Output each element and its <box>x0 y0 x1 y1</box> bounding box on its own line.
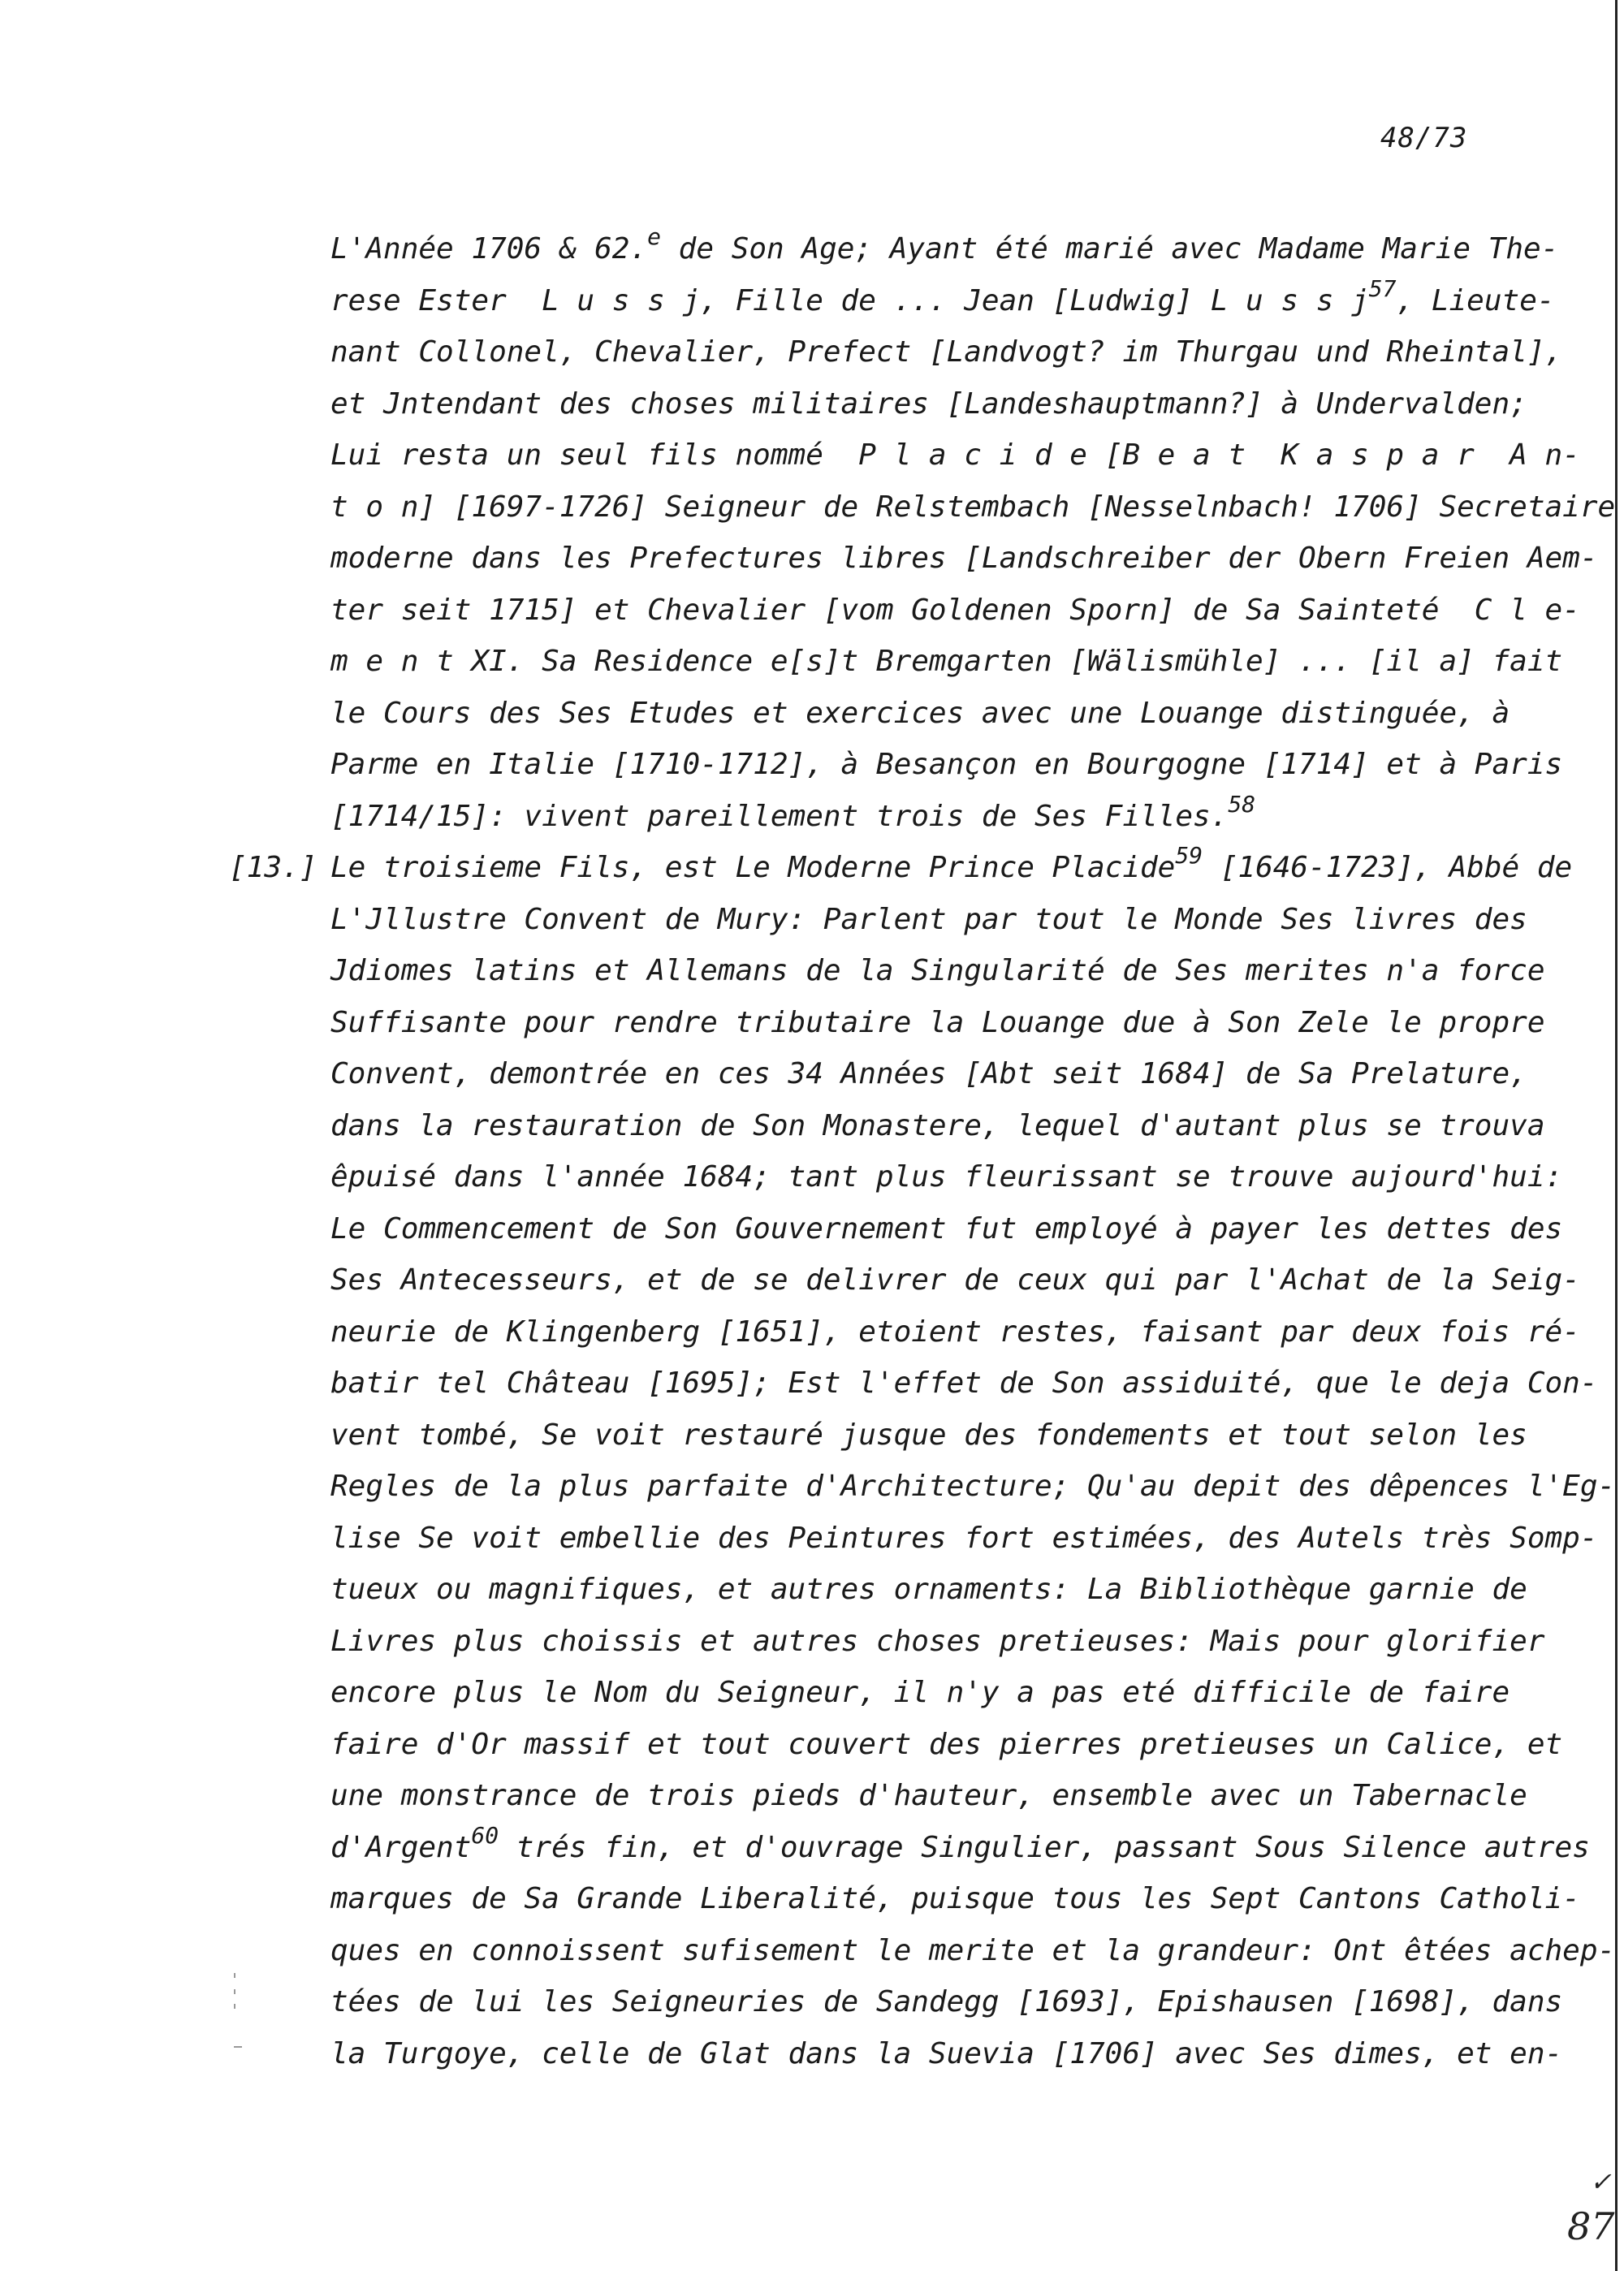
line-text: nant Collonel, Chevalier, Prefect [Landvogt? im Thurgau und Rheintal], <box>330 335 1563 369</box>
line-text: Convent, demontrée en ces 34 Années [Abt seit 1684] de Sa Prelature, <box>330 1057 1527 1090</box>
text-line <box>330 1821 1590 1874</box>
text-line <box>330 1461 1616 1513</box>
line-text: d'Argent <box>330 1830 472 1864</box>
text-line <box>330 1100 1545 1152</box>
line-text: vent tombé, Se voit restauré jusque des fondements et tout selon les <box>330 1418 1527 1452</box>
text-line <box>330 430 1580 481</box>
body-text <box>229 223 1616 2079</box>
line-text: et Jntendant des choses militaires [Landeshauptmann?] à Undervalden; <box>330 386 1527 421</box>
line-text: Le troisieme Fils, est Le Moderne Prince Placide <box>330 851 1176 884</box>
footnote-marker: 59 <box>1175 842 1203 869</box>
line-text: Jdiomes latins et Allemans de la Singularité de Ses merites n'a force <box>330 954 1545 987</box>
text-line <box>330 1203 1563 1255</box>
line-text-continued: [1646-1723], Abbé de <box>1203 851 1573 884</box>
line-text: ques en connoissent sufisement le merite et la grandeur: Ont êtées achep- <box>330 1933 1616 1967</box>
text-line <box>330 1048 1532 1100</box>
text-line <box>330 1719 1563 1771</box>
line-text: rese Ester L u s s j, Fille de ... Jean [Ludwig] L u s s j <box>330 283 1369 317</box>
text-line <box>330 739 1563 791</box>
line-text: le Cours des Ses Etudes et exercices avec une Louange distinguée, à <box>330 696 1510 730</box>
footnote-marker: e <box>647 223 661 250</box>
text-line <box>330 791 1532 843</box>
text-line <box>229 842 1573 894</box>
text-line <box>330 1564 1532 1616</box>
text-line <box>330 945 1545 997</box>
paragraph-number: [13.] <box>229 851 317 884</box>
text-line <box>330 274 1555 327</box>
line-text: êpuisé dans l'année 1684; tant plus fleurissant se trouve aujourd'hui: <box>330 1160 1563 1194</box>
text-line <box>330 1513 1598 1565</box>
page-number: 48/73 <box>1380 122 1468 154</box>
text-line <box>330 1306 1580 1358</box>
line-text: tueux ou magnifiques, et autres ornaments: La Bibliothèque garnie de <box>330 1573 1527 1606</box>
text-line <box>330 533 1598 585</box>
line-text-continued: trés fin, et d'ouvrage Singulier, passant Sous Silence autres <box>499 1830 1590 1864</box>
footnote-marker: 57 <box>1368 274 1397 302</box>
page-edge-line <box>1615 0 1618 2271</box>
line-text: neurie de Klingenberg [1651], etoient restes, faisant par deux fois ré- <box>330 1315 1580 1349</box>
text-line <box>330 1616 1545 1668</box>
line-text: dans la restauration de Son Monastere, lequel d'autant plus se trouva <box>330 1108 1545 1142</box>
text-line <box>330 1873 1580 1925</box>
line-text: la Turgoye, celle de Glat dans la Suevia [1706] avec Ses dimes, et en- <box>330 2036 1563 2070</box>
line-text: [1714/15]: vivent pareillement trois de Ses Filles. <box>330 799 1229 833</box>
text-line <box>330 1976 1563 2028</box>
handwritten-check: ✓ <box>1590 2166 1612 2197</box>
line-text: m e n t XI. Sa Residence e[s]t Bremgarten [Wälismühle] ... [il a] fait <box>330 645 1563 678</box>
line-text: Le Commencement de Son Gouvernement fut employé à payer les dettes des <box>330 1211 1563 1246</box>
line-text: lise Se voit embellie des Peintures fort estimées, des Autels très Somp- <box>330 1521 1598 1555</box>
text-line <box>330 326 1563 378</box>
line-text: L'Année 1706 & 62. <box>330 232 648 266</box>
line-text: tées de lui les Seigneuries de Sandegg [1693], Epishausen [1698], dans <box>330 1985 1563 2018</box>
line-text-continued: , Lieute- <box>1396 283 1555 317</box>
line-text: moderne dans les Prefectures libres [Landschreiber der Obern Freien Aem- <box>330 542 1598 575</box>
line-text: Livres plus choissis et autres choses pretieuses: Mais pour glorifier <box>330 1624 1545 1658</box>
line-text: encore plus le Nom du Seigneur, il n'y a pas eté difficile de faire <box>330 1676 1510 1709</box>
text-line <box>330 894 1532 946</box>
text-line <box>330 997 1545 1049</box>
line-text-continued: de Son Age; Ayant été marié avec Madame Marie The- <box>661 232 1559 266</box>
line-text: t o n] [1697-1726] Seigneur de Relstembach [Nesselnbach! 1706] Secretaire <box>330 490 1616 524</box>
text-line <box>330 1151 1563 1203</box>
text-line <box>330 1770 1532 1822</box>
line-text: Parme en Italie [1710-1712], à Besançon en Bourgogne [1714] et à Paris <box>330 748 1563 781</box>
line-text: Suffisante pour rendre tributaire la Louange due à Son Zele le propre <box>330 1005 1545 1039</box>
text-line <box>330 1667 1532 1719</box>
margin-marks <box>234 1973 239 2070</box>
text-line <box>330 1925 1616 1977</box>
footnote-marker: 60 <box>471 1821 499 1849</box>
text-line <box>330 1254 1580 1306</box>
text-line <box>330 2028 1563 2080</box>
line-text: Regles de la plus parfaite d'Architecture; Qu'au depit des dêpences l'Eg- <box>330 1470 1616 1503</box>
text-line <box>330 1410 1532 1461</box>
text-line <box>330 378 1532 430</box>
line-text: batir tel Château [1695]; Est l'effet de Son assiduité, que le deja Con- <box>330 1366 1598 1400</box>
text-line <box>330 636 1563 688</box>
text-line <box>330 223 1559 275</box>
handwritten-folio-number: 87 <box>1567 2204 1615 2248</box>
text-line <box>330 585 1580 637</box>
line-text: Ses Antecesseurs, et de se delivrer de ceux qui par l'Achat de la Seig- <box>330 1263 1580 1297</box>
text-line <box>330 481 1616 533</box>
line-text: marques de Sa Grande Liberalité, puisque tous les Sept Cantons Catholi- <box>330 1882 1580 1915</box>
footnote-marker: 58 <box>1228 790 1256 818</box>
line-text: faire d'Or massif et tout couvert des pierres pretieuses un Calice, et <box>330 1727 1563 1761</box>
line-text: ter seit 1715] et Chevalier [vom Goldenen Sporn] de Sa Saintеté C l e- <box>330 593 1580 627</box>
line-text: L'Jllustre Convent de Mury: Parlent par tout le Monde Ses livres des <box>330 902 1527 936</box>
text-line <box>330 688 1532 740</box>
line-text: une monstrance de trois pieds d'hauteur, ensemble avec un Tabernacle <box>330 1779 1527 1812</box>
line-text: Lui resta un seul fils nommé P l a c i d e [B e a t K a s p a r A n- <box>330 438 1580 472</box>
text-line <box>330 1358 1598 1410</box>
